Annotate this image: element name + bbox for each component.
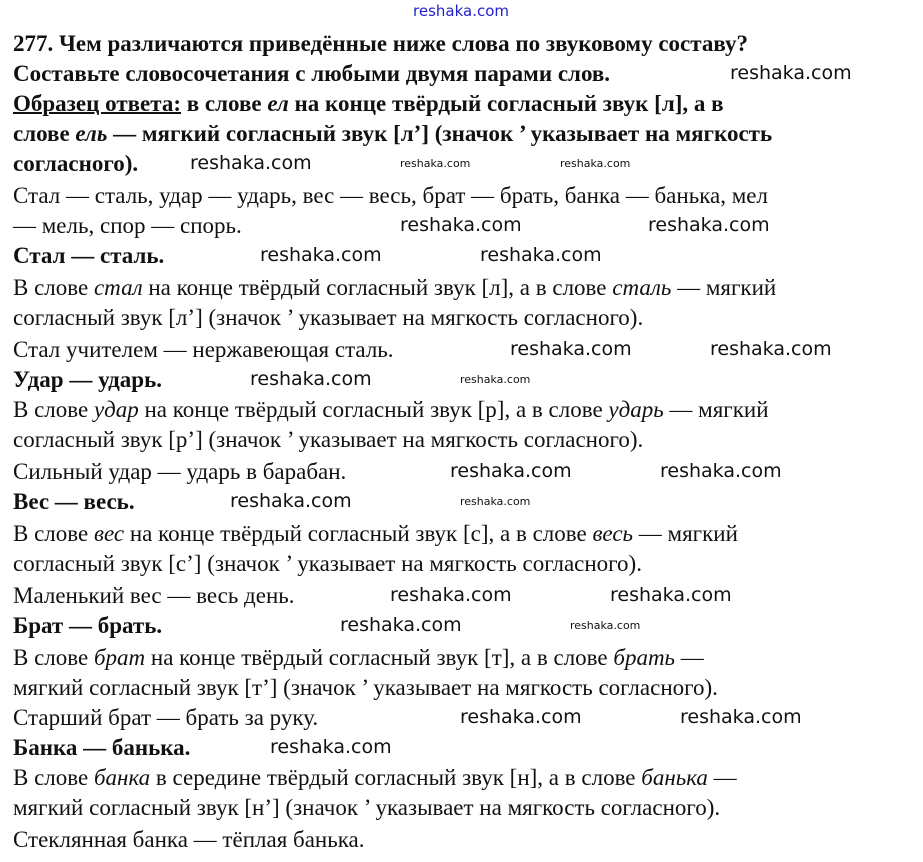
text-segment: на конце твёрдый согласный звук [р], а в слове	[138, 397, 609, 422]
watermark: reshaka.com	[648, 214, 770, 236]
watermark: reshaka.com	[460, 373, 531, 386]
example-word: брат	[93, 645, 146, 670]
text-segment: — мягкий согласный звук [л’] (значок ’ указывает на мягкость	[107, 121, 773, 146]
text-line	[13, 59, 610, 89]
text-line	[13, 303, 643, 333]
watermark: reshaka.com	[460, 495, 531, 508]
text-segment: Стал учителем — нержавеющая сталь.	[13, 337, 394, 362]
text-line	[13, 181, 768, 211]
example-word: сталь	[612, 275, 672, 300]
text-segment: мягкий согласный звук [н’] (значок ’ указывает на мягкость согласного).	[13, 795, 721, 820]
watermark: reshaka.com	[570, 619, 641, 632]
text-line	[13, 425, 643, 455]
text-segment: согласный звук [л’] (значок ’ указывает на мягкость согласного).	[13, 305, 644, 330]
text-segment: Удар — ударь.	[13, 367, 162, 392]
text-segment: мягкий согласный звук [т’] (значок ’ указывает на мягкость согласного).	[13, 675, 718, 700]
watermark: reshaka.com	[260, 244, 382, 266]
watermark: reshaka.com	[460, 706, 582, 728]
text-line	[13, 703, 318, 733]
text-segment: Стал — сталь.	[13, 243, 165, 268]
watermark: reshaka.com	[730, 62, 852, 84]
watermark: reshaka.com	[400, 214, 522, 236]
text-segment: Стеклянная банка — тёплая банька.	[13, 827, 365, 852]
watermark: reshaka.com	[390, 584, 512, 606]
watermark: reshaka.com	[510, 338, 632, 360]
text-line	[13, 457, 346, 487]
text-segment: на конце твёрдый согласный звук [с], а в слове	[124, 521, 593, 546]
watermark: reshaka.com	[680, 706, 802, 728]
text-line	[13, 149, 138, 179]
text-line	[13, 335, 394, 365]
example-word: весь	[592, 521, 634, 546]
text-segment: слове	[13, 121, 76, 146]
text-segment: согласного).	[13, 151, 139, 176]
text-segment: на конце твёрдый согласный звук [л], а в	[288, 91, 724, 116]
text-line	[13, 793, 720, 823]
text-segment: Стал — сталь, удар — ударь, вес — весь, брат — брать, банка — банька, мел	[13, 183, 768, 208]
watermark: reshaka.com	[610, 584, 732, 606]
text-line	[13, 733, 190, 763]
text-segment: согласный звук [р’] (значок ’ указывает на мягкость согласного).	[13, 427, 644, 452]
text-line	[13, 211, 242, 241]
text-line	[13, 549, 642, 579]
text-segment: Старший брат — брать за руку.	[13, 705, 319, 730]
text-line	[13, 29, 748, 59]
example-word: ел	[267, 91, 289, 116]
text-line	[13, 273, 776, 303]
text-line	[13, 643, 704, 673]
text-segment: Маленький вес — весь день.	[13, 583, 295, 608]
watermark: reshaka.com	[400, 157, 471, 170]
watermark: reshaka.com	[230, 490, 352, 512]
text-segment: Сильный удар — ударь в барабан.	[13, 459, 347, 484]
text-segment: на конце твёрдый согласный звук [т], а в слове	[145, 645, 614, 670]
example-word: стал	[93, 275, 143, 300]
text-segment: в слове	[181, 91, 268, 116]
text-segment: —	[707, 765, 737, 790]
text-segment: В слове	[13, 275, 94, 300]
watermark: reshaka.com	[480, 244, 602, 266]
watermark: reshaka.com	[450, 460, 572, 482]
example-word: банка	[93, 765, 151, 790]
text-segment: Вес — весь.	[13, 489, 135, 514]
text-line	[13, 119, 772, 149]
watermark: reshaka.com	[250, 368, 372, 390]
example-word: вес	[93, 521, 125, 546]
text-line	[13, 763, 737, 793]
text-segment: — мягкий	[663, 397, 769, 422]
text-segment: на конце твёрдый согласный звук [л], а в слове	[142, 275, 613, 300]
example-word: удар	[93, 397, 139, 422]
example-word: ель	[75, 121, 108, 146]
watermark: reshaka.com	[270, 736, 392, 758]
text-line	[13, 89, 724, 119]
text-segment: — мель, спор — спорь.	[13, 213, 242, 238]
text-line	[13, 611, 162, 641]
watermark: reshaka.com	[710, 338, 832, 360]
text-segment: Банка — банька.	[13, 735, 191, 760]
text-segment: в середине твёрдый согласный звук [н], а в слове	[150, 765, 642, 790]
text-line	[13, 395, 769, 425]
text-segment: Составьте словосочетания с любыми двумя парами слов.	[13, 61, 611, 86]
text-line	[13, 825, 365, 855]
watermark: reshaka.com	[340, 614, 462, 636]
text-segment: В слове	[13, 645, 94, 670]
example-word: банька	[641, 765, 708, 790]
text-segment: Брат — брать.	[13, 613, 163, 638]
watermark: reshaka.com	[660, 460, 782, 482]
text-segment: В слове	[13, 521, 94, 546]
text-segment: — мягкий	[633, 521, 738, 546]
text-line	[13, 673, 718, 703]
example-word: ударь	[608, 397, 664, 422]
text-segment: В слове	[13, 397, 94, 422]
text-line	[13, 581, 295, 611]
text-segment: согласный звук [с’] (значок ’ указывает на мягкость согласного).	[13, 551, 642, 576]
watermark: reshaka.com	[560, 157, 631, 170]
text-segment: В слове	[13, 765, 94, 790]
text-line	[13, 241, 164, 271]
text-segment: 277. Чем различаются приведённые ниже слова по звуковому составу?	[13, 31, 748, 56]
example-word: брать	[613, 645, 676, 670]
text-segment: —	[675, 645, 704, 670]
text-line	[13, 365, 162, 395]
watermark: reshaka.com	[413, 2, 509, 20]
text-line	[13, 487, 135, 517]
text-line	[13, 519, 738, 549]
text-segment: — мягкий	[671, 275, 777, 300]
watermark: reshaka.com	[190, 152, 312, 174]
answer-sample-label: Образец ответа:	[13, 91, 181, 116]
